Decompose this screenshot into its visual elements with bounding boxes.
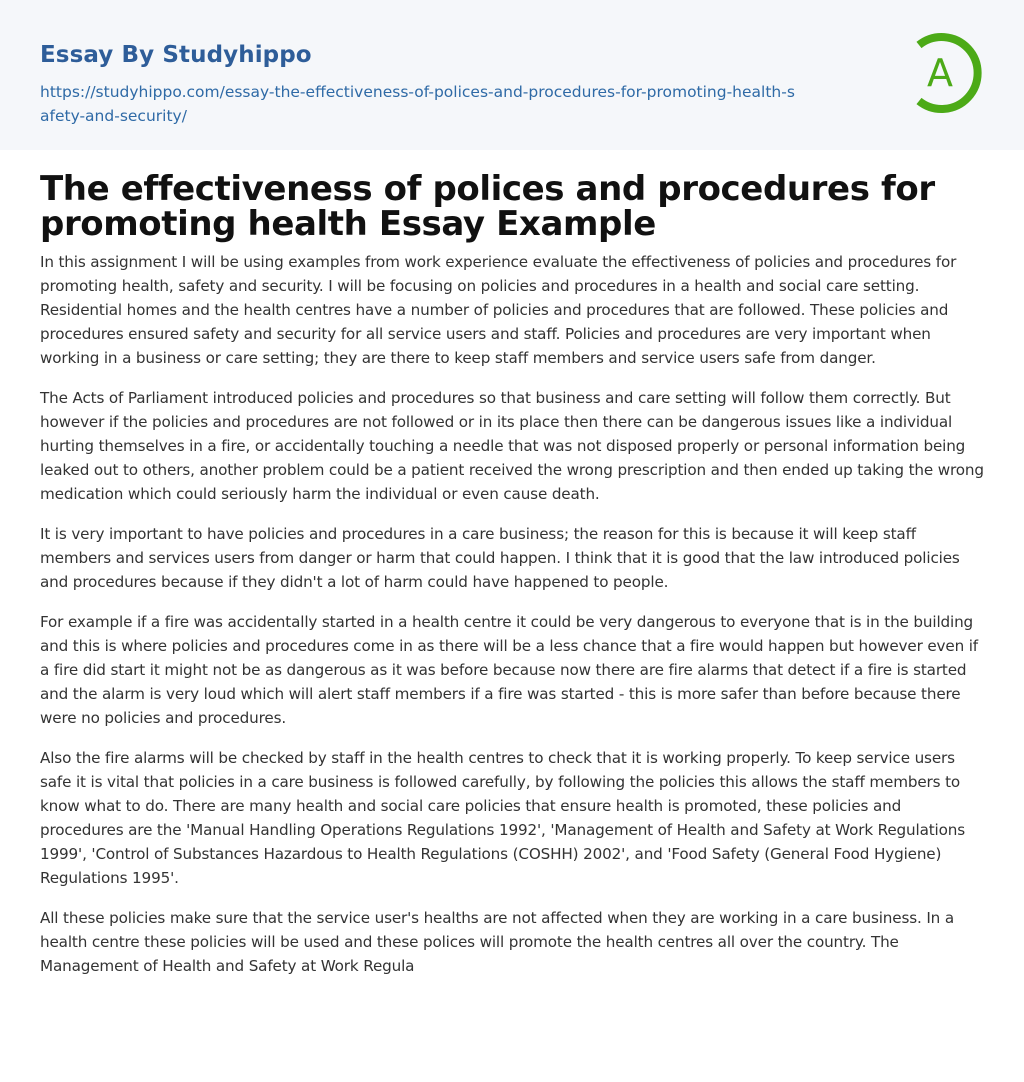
paragraph: For example if a fire was accidentally started in a health centre it could be very dangerous to everyone that is in the building and this is where policies and procedures come in as there will be a less chance that a fire would happen but however even if a fire did start it might not be as dangerous as it was before because now there are fire alarms that detect if a fire is started and the alarm is very loud which will alert staff members if a fire was started - this is more safer than before because there were no policies and procedures. — [40, 613, 979, 727]
paragraph: All these policies make sure that the service user's healths are not affected when they are working in a care business. In a health centre these policies will be used and these polices will promote the health centres all over the country. The Management of Health and Safety at Work Regula — [40, 909, 954, 975]
article — [0, 150, 1024, 1034]
paragraph: Also the fire alarms will be checked by staff in the health centres to check that it is working properly. To keep service users safe it is vital that policies in a care business is followed carefully, by following the policies this allows the staff members to know what to do. There are many health and social care policies that ensure health is promoted, these policies and procedures are the 'Manual Handling Operations Regulations 1992', 'Management of Health and Safety at Work Regulations 1999', 'Control of Substances Hazardous to Health Regulations (COSHH) 2002', and 'Food Safety (General Food Hygiene) Regulations 1995'. — [40, 749, 966, 887]
site-header — [0, 0, 1024, 150]
paragraph: The Acts of Parliament introduced policies and procedures so that business and care setting will follow them correctly. But however if the policies and procedures are not followed or in its place then there can be dangerous issues like a individual hurting themselves in a fire, or accidentally touching a needle that was not disposed properly or personal information being leaked out to others, another problem could be a patient received the wrong prescription and then ended up taking the wrong medication which could seriously harm the individual or even cause death. — [40, 389, 984, 503]
paragraph: In this assignment I will be using examples from work experience evaluate the effectiveness of policies and procedures for promoting health, safety and security. I will be focusing on policies and procedures in a health and social care setting. Residential homes and the health centres have a number of policies and procedures that are followed. These policies and procedures ensured safety and security for all service users and staff. Policies and procedures are very important when working in a business or care setting; they are there to keep staff members and service users safe from danger. — [40, 253, 957, 367]
studyhippo-logo-icon[interactable] — [898, 30, 986, 116]
brand-title[interactable]: Essay By Studyhippo — [40, 42, 312, 68]
svg-text:A: A — [927, 51, 953, 95]
essay-url-link[interactable]: https://studyhippo.com/essay-the-effectiveness-of-polices-and-procedures-for-promoting-health-safety-and-security/ — [40, 83, 795, 125]
paragraph: It is very important to have policies and procedures in a care business; the reason for this is because it will keep staff members and services users from danger or harm that could happen. I think that it is good that the law introduced policies and procedures because if they didn't a lot of harm could have happened to people. — [40, 525, 960, 591]
page-title: The effectiveness of polices and procedures for promoting health Essay Example — [40, 169, 935, 244]
